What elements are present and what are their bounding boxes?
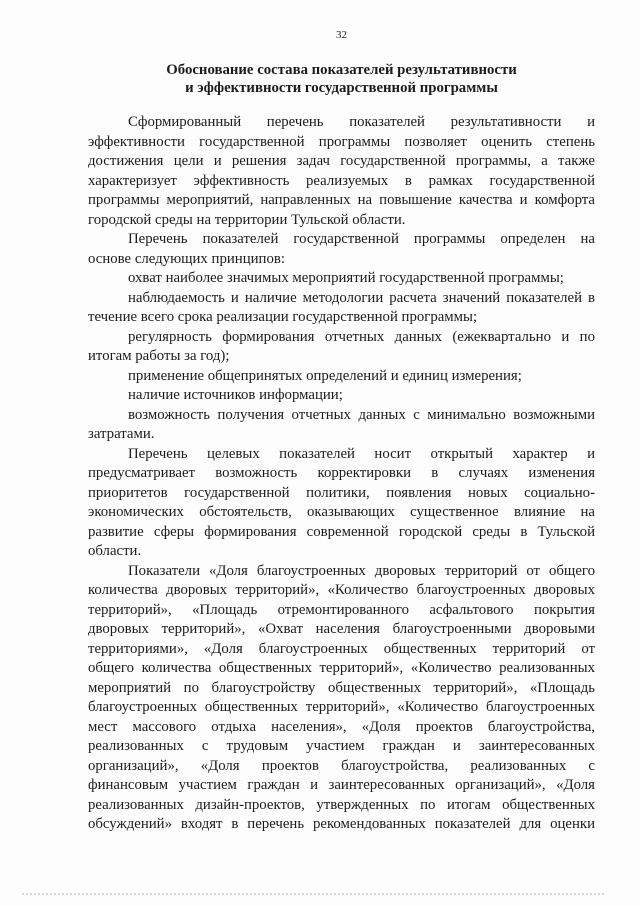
text-line: охват наиболее значимых мероприятий государственной программы;	[128, 270, 564, 286]
text-line: территориями», «Доля благоустроенных общественных территорий от	[88, 640, 595, 657]
section-title-line: Обоснование состава показателей результативности	[166, 62, 517, 78]
text-line: количества дворовых территорий», «Количество благоустроенных дворовых	[88, 582, 595, 598]
body-text	[88, 113, 595, 835]
text-line: течение всего срока реализации государственной программы;	[88, 309, 478, 325]
text-line: экономических обстоятельств, оказывающих существенное влияние на	[88, 504, 595, 520]
text-line: организаций», «Доля проектов благоустройства, реализованных с	[88, 757, 595, 774]
text-line: реализованных с трудовым участием граждан и заинтересованных	[88, 738, 595, 754]
text-line: Перечень целевых показателей носит открытый характер и	[128, 445, 595, 462]
text-line: Показатели «Доля благоустроенных дворовых территорий от общего	[128, 562, 595, 579]
text-line: Перечень показателей государственной программы определен на	[128, 231, 595, 247]
text-line: достижения цели и решения задач государственной программы, а также	[88, 153, 595, 169]
paragraph	[88, 230, 595, 269]
paragraph	[88, 406, 595, 445]
section-title-line: и эффективности государственной программы	[185, 80, 498, 96]
text-line: регулярность формирования отчетных данных (ежеквартально и по	[128, 328, 595, 345]
text-line: реализованных дизайн-проектов, утвержденных по итогам общественных	[88, 796, 595, 813]
text-line: программы мероприятий, направленных на повышение качества и комфорта	[88, 192, 595, 208]
paragraph	[88, 269, 595, 289]
text-line: применение общепринятых определений и единиц измерения;	[128, 367, 522, 384]
paragraph	[88, 367, 595, 387]
text-line: благоустроенных общественных территорий», «Количество благоустроенных	[88, 699, 595, 715]
text-line: дворовых территорий», «Охват населения благоустроенными дворовыми	[88, 621, 595, 637]
text-line: обсуждений» входят в перечень рекомендованных показателей для оценки	[88, 816, 595, 832]
paragraph	[88, 328, 595, 367]
text-line: наличие источников информации;	[128, 387, 343, 403]
text-line: предусматривает возможность корректировки в случаях изменения	[88, 465, 595, 481]
page-number: 32	[336, 29, 347, 41]
text-line: территорий», «Площадь отремонтированного асфальтового покрытия	[88, 601, 595, 618]
section-title	[88, 61, 595, 97]
text-line: возможность получения отчетных данных с минимально возможными	[128, 406, 595, 423]
text-line: мест массового отдыха населения», «Доля проектов благоустройства,	[88, 718, 595, 735]
text-line: городской среды на территории Тульской области.	[88, 211, 406, 228]
text-line: характеризует эффективность реализуемых в рамках государственной	[88, 172, 595, 189]
text-line: общего количества общественных территорий», «Количество реализованных	[88, 660, 595, 676]
scan-edge-artifact	[22, 893, 604, 895]
text-line: области.	[88, 543, 142, 559]
text-line: наблюдаемость и наличие методологии расчета значений показателей в	[128, 289, 595, 306]
text-line: финансовым участием граждан и заинтересованных организаций», «Доля	[88, 777, 595, 793]
paragraph	[88, 386, 595, 406]
paragraph	[88, 562, 595, 835]
text-line: эффективности государственной программы позволяет оценить степень	[88, 133, 595, 150]
text-line: затратами.	[88, 426, 155, 442]
text-line: приоритетов государственной политики, появления новых социально-	[88, 484, 595, 501]
paragraph	[88, 289, 595, 328]
text-line: итогам работы за год);	[88, 348, 230, 364]
text-line: мероприятий по благоустройству общественных территорий», «Площадь	[88, 679, 595, 696]
paragraph	[88, 113, 595, 230]
text-line: развитие сферы формирования современной городской среды в Тульской	[88, 523, 595, 540]
text-line: основе следующих принципов:	[88, 250, 285, 267]
text-line: Сформированный перечень показателей результативности и	[128, 114, 595, 130]
paragraph	[88, 445, 595, 562]
